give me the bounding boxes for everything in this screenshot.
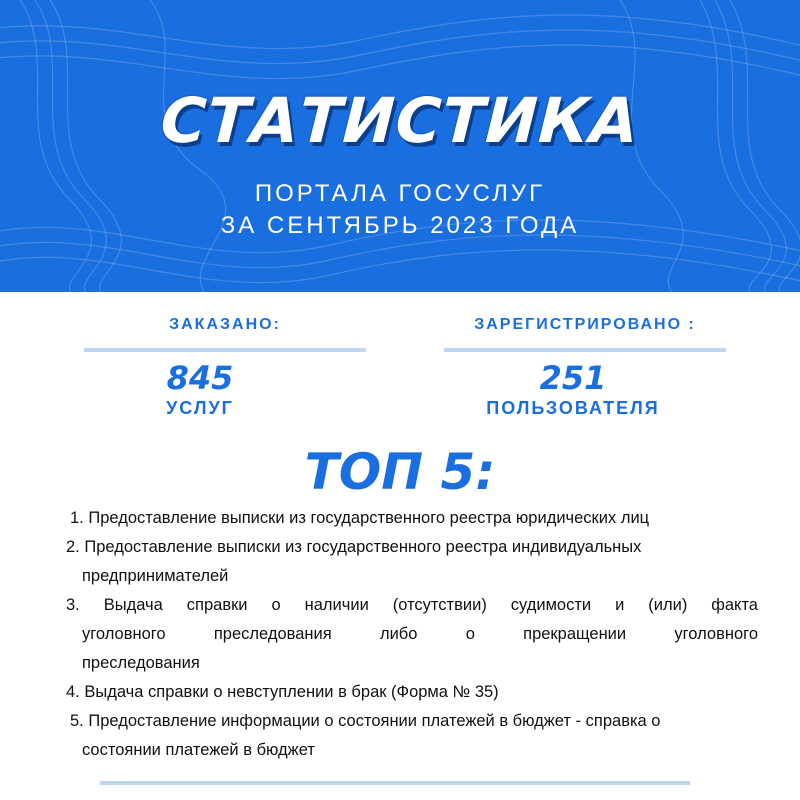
list-item [66, 533, 758, 591]
stat-registered [444, 316, 726, 419]
list-item [66, 678, 758, 707]
bottom-divider [100, 781, 690, 785]
list-item-text: Предоставление выписки из государственного реестра юридических лиц [88, 509, 650, 527]
list-item-text: Предоставление выписки из государственного реестра индивидуальных [84, 538, 642, 556]
stat-ordered-unit: УСЛУГ [166, 398, 234, 418]
top5-heading: ТОП 5: [304, 443, 496, 501]
top5-list [66, 504, 758, 765]
page-subtitle-line2: ЗА СЕНТЯБРЬ 2023 ГОДА [220, 212, 580, 239]
page-subtitle-line1: ПОРТАЛА ГОСУСЛУГ [254, 180, 546, 207]
list-item [66, 504, 758, 533]
list-item-text: Выдача справки о невступлении в брак (Форма № 35) [84, 683, 499, 701]
list-item-number: 3. [66, 596, 80, 614]
list-item-number: 5. [70, 712, 84, 730]
stat-ordered-label: ЗАКАЗАНО: [169, 316, 281, 333]
list-item-text-continued: состоянии платежей в бюджет [82, 741, 315, 759]
list-item [66, 707, 758, 765]
list-item-number: 4. [66, 683, 80, 701]
stat-ordered-divider [84, 348, 366, 352]
stat-registered-label: ЗАРЕГИСТРИРОВАНО : [474, 316, 696, 333]
stat-registered-unit: ПОЛЬЗОВАТЕЛЯ [486, 398, 660, 418]
stat-registered-divider [444, 348, 726, 352]
page-title: СТАТИСТИКА [158, 84, 642, 157]
list-item-number: 1. [70, 509, 84, 527]
list-item-text-continued: преследования [82, 654, 200, 672]
list-item-text-continued: уголовного преследования либо о прекращении уголовного [82, 625, 758, 643]
header-banner [0, 0, 800, 292]
list-item-text: Предоставление информации о состоянии платежей в бюджет - справка о [88, 712, 661, 730]
list-item-text: Выдача справки о наличии (отсутствии) судимости и (или) факта [103, 596, 758, 614]
list-item-number: 2. [66, 538, 80, 556]
stat-ordered-value: 845 [166, 359, 234, 397]
stat-registered-value: 251 [539, 359, 607, 397]
list-item [66, 591, 758, 678]
stat-ordered [84, 316, 366, 419]
list-item-text-continued: предпринимателей [82, 567, 229, 585]
